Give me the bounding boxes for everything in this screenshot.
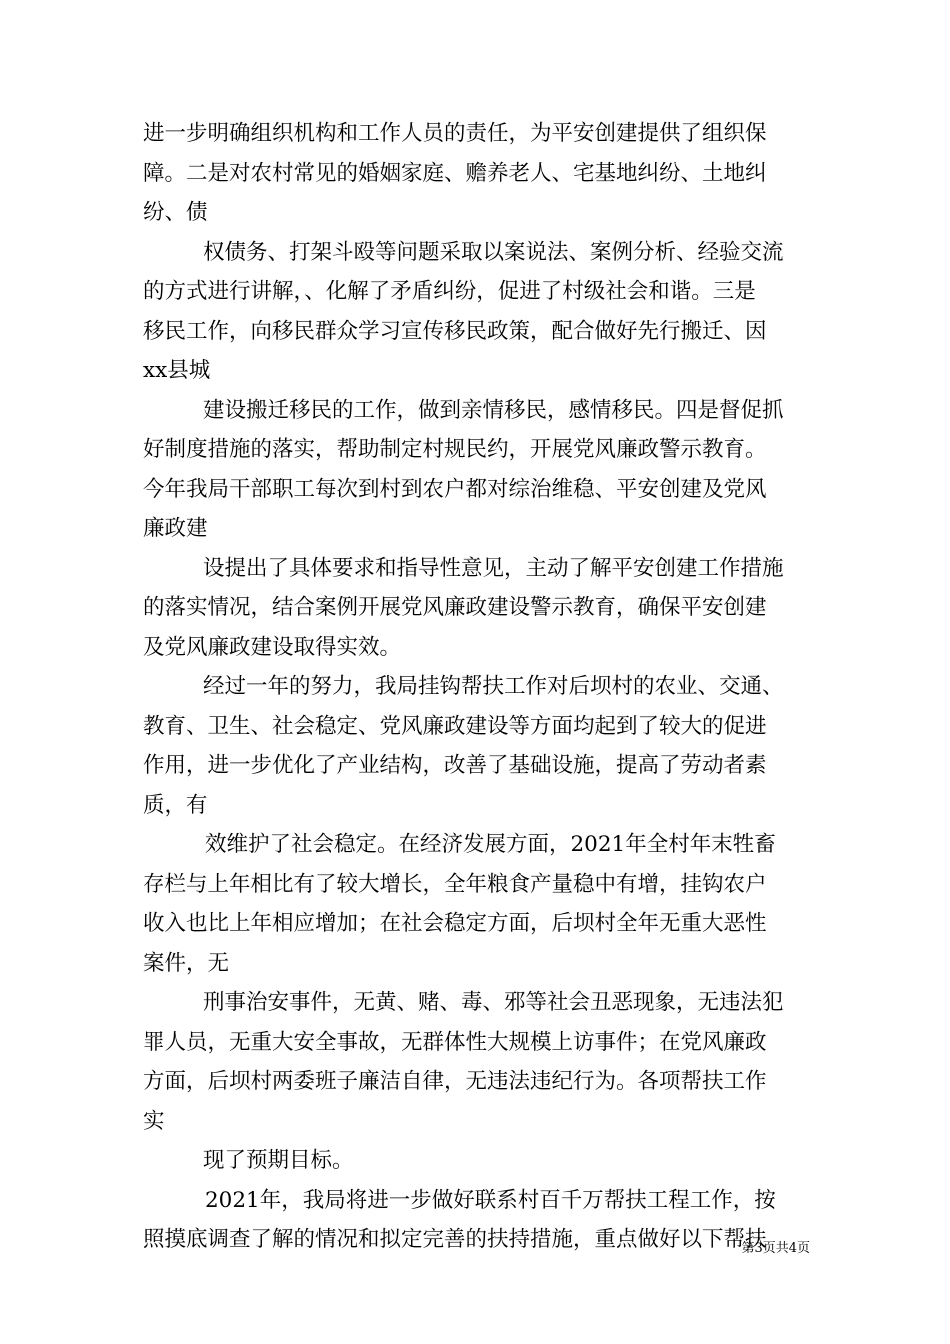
text-line: 设提出了具体要求和指导性意见，主动了解平安创建工作措施 — [203, 555, 784, 581]
text-line: 实 — [143, 1108, 165, 1134]
page-number: 第3页共4页 — [741, 1241, 810, 1256]
text-line: 进一步明确组织机构和工作人员的责任，为平安创建提供了组织保 — [143, 121, 767, 146]
text-line: 案件，无 — [143, 950, 230, 976]
text-line: 2021年，我局将进一步做好联系村百千万帮扶工程工作，按 — [205, 1187, 776, 1213]
text-line: 今年我局干部职工每次到村到农户都对综治维稳、平安创建及党风 — [143, 476, 767, 502]
text-line: 建设搬迁移民的工作，做到亲情移民，感情移民。四是督促抓 — [203, 397, 784, 423]
text-line: 效维护了社会稳定。在经济发展方面，2021年全村年末牲畜 — [205, 832, 776, 857]
text-line: 移民工作，向移民群众学习宣传移民政策，配合做好先行搬迁、因 — [143, 318, 767, 344]
text-line: 现了预期目标。 — [203, 1148, 354, 1173]
text-line: 罪人员，无重大安全事故，无群体性大规模上访事件；在党风廉政 — [143, 1029, 767, 1055]
text-line: 方面，后坝村两委班子廉洁自律，无违法违纪行为。各项帮扶工作 — [143, 1069, 767, 1094]
text-line: 教育、卫生、社会稳定、党风廉政建设等方面均起到了较大的促进 — [143, 713, 767, 739]
text-line: 障。二是对农村常见的婚姻家庭、赡养老人、宅基地纠纷、土地纠 — [143, 160, 767, 186]
text-line: 经过一年的努力，我局挂钩帮扶工作对后坝村的农业、交通、 — [203, 674, 784, 699]
text-line: 好制度措施的落实，帮助制定村规民约，开展党风廉政警示教育。 — [143, 437, 767, 462]
text-line: 廉政建 — [143, 516, 208, 541]
text-line: 照摸底调查了解的情况和拟定完善的扶持措施，重点做好以下帮扶 — [143, 1227, 767, 1252]
text-line: 的方式进行讲解，、化解了矛盾纠纷，促进了村级社会和谐。三是 — [143, 279, 756, 304]
text-line: 作用，进一步优化了产业结构，改善了基础设施，提高了劳动者素 — [143, 753, 767, 778]
text-line: 及党风廉政建设取得实效。 — [143, 634, 402, 660]
body-text — [143, 114, 813, 1260]
text-line: 质，有 — [143, 792, 208, 818]
text-line: xx县城 — [143, 358, 211, 383]
text-line: 收入也比上年相应增加；在社会稳定方面，后坝村全年无重大恶性 — [143, 911, 767, 936]
text-line: 的落实情况，结合案例开展党风廉政建设警示教育，确保平安创建 — [143, 595, 767, 620]
text-line: 权债务、打架斗殴等问题采取以案说法、案例分析、经验交流 — [203, 239, 784, 265]
text-line: 纷、债 — [143, 200, 208, 225]
text-line: 刑事治安事件，无黄、赌、毒、邪等社会丑恶现象，无违法犯 — [203, 990, 784, 1015]
text-line: 存栏与上年相比有了较大增长，全年粮食产量稳中有增，挂钩农户 — [143, 871, 767, 897]
